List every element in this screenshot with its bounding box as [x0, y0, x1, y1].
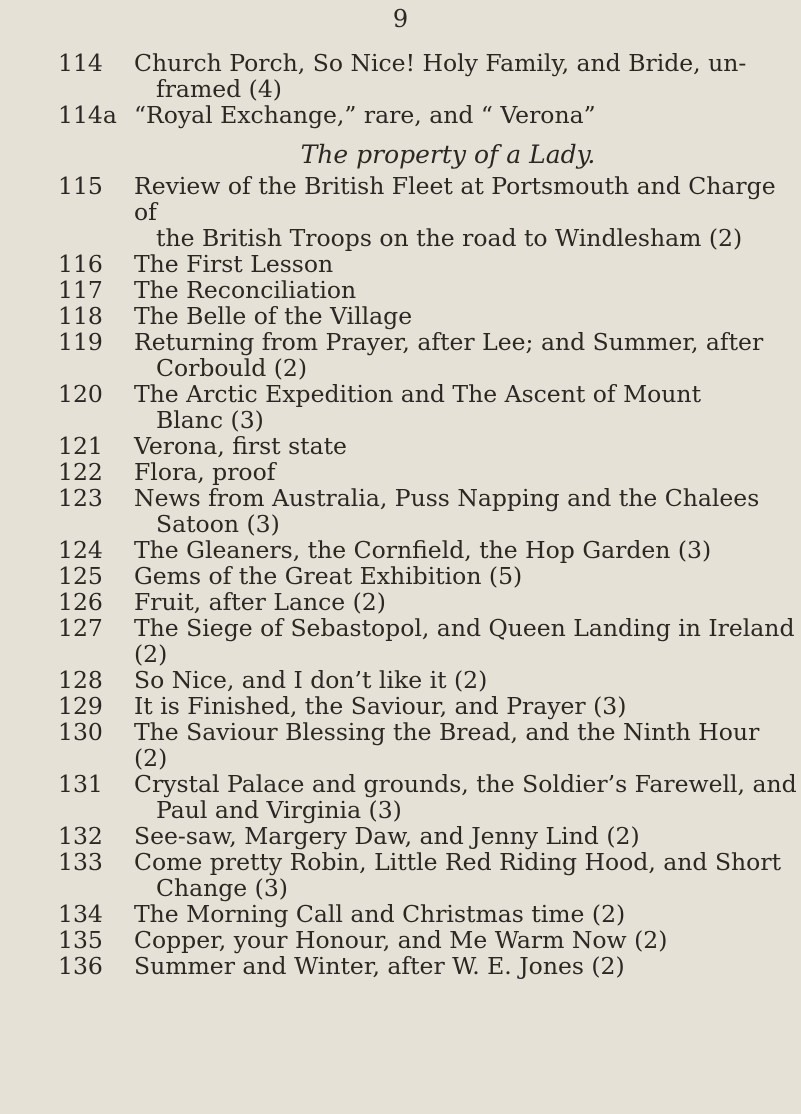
lot-description-line: News from Australia, Puss Napping and the Chalees — [134, 484, 760, 512]
lot-description-line: So Nice, and I don’t like it (2) — [134, 666, 488, 694]
lot-number: 114 — [58, 49, 103, 77]
lot-description-line: Returning from Prayer, after Lee; and Summer, after — [134, 328, 764, 356]
lot-description-line: Change (3) — [156, 874, 288, 902]
lot-number: 120 — [58, 380, 103, 408]
lot-description — [134, 277, 798, 303]
lot-number: 117 — [58, 276, 103, 304]
lot-description-line: Church Porch, So Nice! Holy Family, and Bride, un- — [134, 49, 747, 77]
lot-description-line: The Belle of the Village — [134, 302, 413, 330]
lot-description — [134, 329, 798, 381]
lot-description-line: Review of the British Fleet at Portsmouth and Charge of — [134, 172, 776, 226]
lot-number: 124 — [58, 536, 103, 564]
lot-number: 119 — [58, 328, 103, 356]
lot-description — [134, 485, 798, 537]
lot-entry — [58, 771, 798, 823]
lot-description — [134, 173, 798, 251]
lot-entry — [58, 667, 798, 693]
lot-description-line: Fruit, after Lance (2) — [134, 588, 386, 616]
lots-after — [58, 173, 798, 979]
lot-description-line: It is Finished, the Saviour, and Prayer (3) — [134, 692, 627, 720]
lot-number: 121 — [58, 432, 103, 460]
lot-number: 118 — [58, 302, 103, 330]
lot-number: 126 — [58, 588, 103, 616]
lot-entry — [58, 823, 798, 849]
lot-description — [134, 102, 798, 128]
lot-entry — [58, 102, 798, 128]
lot-entry — [58, 901, 798, 927]
lot-description — [134, 563, 798, 589]
lot-description-line: Come pretty Robin, Little Red Riding Hood, and Short — [134, 848, 782, 876]
lot-entry — [58, 303, 798, 329]
lot-entry — [58, 381, 798, 433]
lot-description — [134, 433, 798, 459]
lot-entry — [58, 693, 798, 719]
lot-number: 133 — [58, 848, 103, 876]
lot-description — [134, 719, 798, 771]
lots-before — [58, 50, 798, 128]
lot-entry — [58, 615, 798, 667]
lot-number: 114a — [58, 101, 117, 129]
lot-description-line: Crystal Palace and grounds, the Soldier’s Farewell, and — [134, 770, 797, 798]
lot-entry — [58, 485, 798, 537]
lot-description — [134, 667, 798, 693]
lot-description-line: Copper, your Honour, and Me Warm Now (2) — [134, 926, 668, 954]
lot-number: 127 — [58, 614, 103, 642]
lot-description-line: The Arctic Expedition and The Ascent of Mount — [134, 380, 702, 408]
lot-entry — [58, 589, 798, 615]
lot-description-line: Blanc (3) — [156, 406, 264, 434]
lot-description-line: the British Troops on the road to Windlesham (2) — [156, 224, 743, 252]
lot-list — [58, 50, 798, 979]
lot-number: 132 — [58, 822, 103, 850]
lot-number: 135 — [58, 926, 103, 954]
lot-entry — [58, 277, 798, 303]
lot-description-line: Satoon (3) — [156, 510, 280, 538]
lot-description-line: Flora, proof — [134, 458, 276, 486]
lot-number: 123 — [58, 484, 103, 512]
lot-entry — [58, 173, 798, 251]
lot-description — [134, 381, 798, 433]
lot-description — [134, 927, 798, 953]
lot-description-line: The Gleaners, the Cornfield, the Hop Garden (3) — [134, 536, 712, 564]
lot-description — [134, 589, 798, 615]
lot-entry — [58, 953, 798, 979]
lot-number: 128 — [58, 666, 103, 694]
lot-description-line: The First Lesson — [134, 250, 334, 278]
page-number: 9 — [392, 5, 409, 33]
lot-description-line: The Morning Call and Christmas time (2) — [134, 900, 626, 928]
lot-description — [134, 771, 798, 823]
lot-description — [134, 251, 798, 277]
lot-description — [134, 901, 798, 927]
lot-description-line: The Reconciliation — [134, 276, 357, 304]
lot-number: 136 — [58, 952, 103, 980]
lot-description-line: framed (4) — [156, 75, 282, 103]
lot-entry — [58, 563, 798, 589]
lot-entry — [58, 251, 798, 277]
lot-description-line: The Siege of Sebastopol, and Queen Landing in Ireland (2) — [134, 614, 795, 668]
lot-description-line: Gems of the Great Exhibition (5) — [134, 562, 523, 590]
lot-number: 115 — [58, 172, 103, 200]
lot-entry — [58, 329, 798, 381]
lot-entry — [58, 719, 798, 771]
lot-description — [134, 693, 798, 719]
lot-entry — [58, 50, 798, 102]
lot-description-line: Verona, first state — [134, 432, 347, 460]
lot-description-line: “Royal Exchange,” rare, and “ Verona” — [134, 101, 596, 129]
lot-description — [134, 50, 798, 102]
lot-number: 116 — [58, 250, 103, 278]
lot-description-line: The Saviour Blessing the Bread, and the Ninth Hour (2) — [134, 718, 760, 772]
lot-description — [134, 953, 798, 979]
lot-description — [134, 823, 798, 849]
lot-description — [134, 459, 798, 485]
lot-description — [134, 537, 798, 563]
lot-description-line: Paul and Virginia (3) — [156, 796, 402, 824]
lot-description-line: Summer and Winter, after W. E. Jones (2) — [134, 952, 625, 980]
lot-number: 131 — [58, 770, 103, 798]
lot-number: 122 — [58, 458, 103, 486]
lot-description — [134, 615, 798, 667]
lot-entry — [58, 927, 798, 953]
lot-entry — [58, 537, 798, 563]
lot-description-line: Corbould (2) — [156, 354, 308, 382]
lot-number: 129 — [58, 692, 103, 720]
lot-entry — [58, 459, 798, 485]
lot-entry — [58, 433, 798, 459]
lot-description-line: See-saw, Margery Daw, and Jenny Lind (2) — [134, 822, 640, 850]
lot-number: 134 — [58, 900, 103, 928]
lot-number: 130 — [58, 718, 103, 746]
lot-description — [134, 303, 798, 329]
section-heading: The property of a Lady. — [300, 140, 596, 169]
lot-number: 125 — [58, 562, 103, 590]
lot-description — [134, 849, 798, 901]
lot-entry — [58, 849, 798, 901]
